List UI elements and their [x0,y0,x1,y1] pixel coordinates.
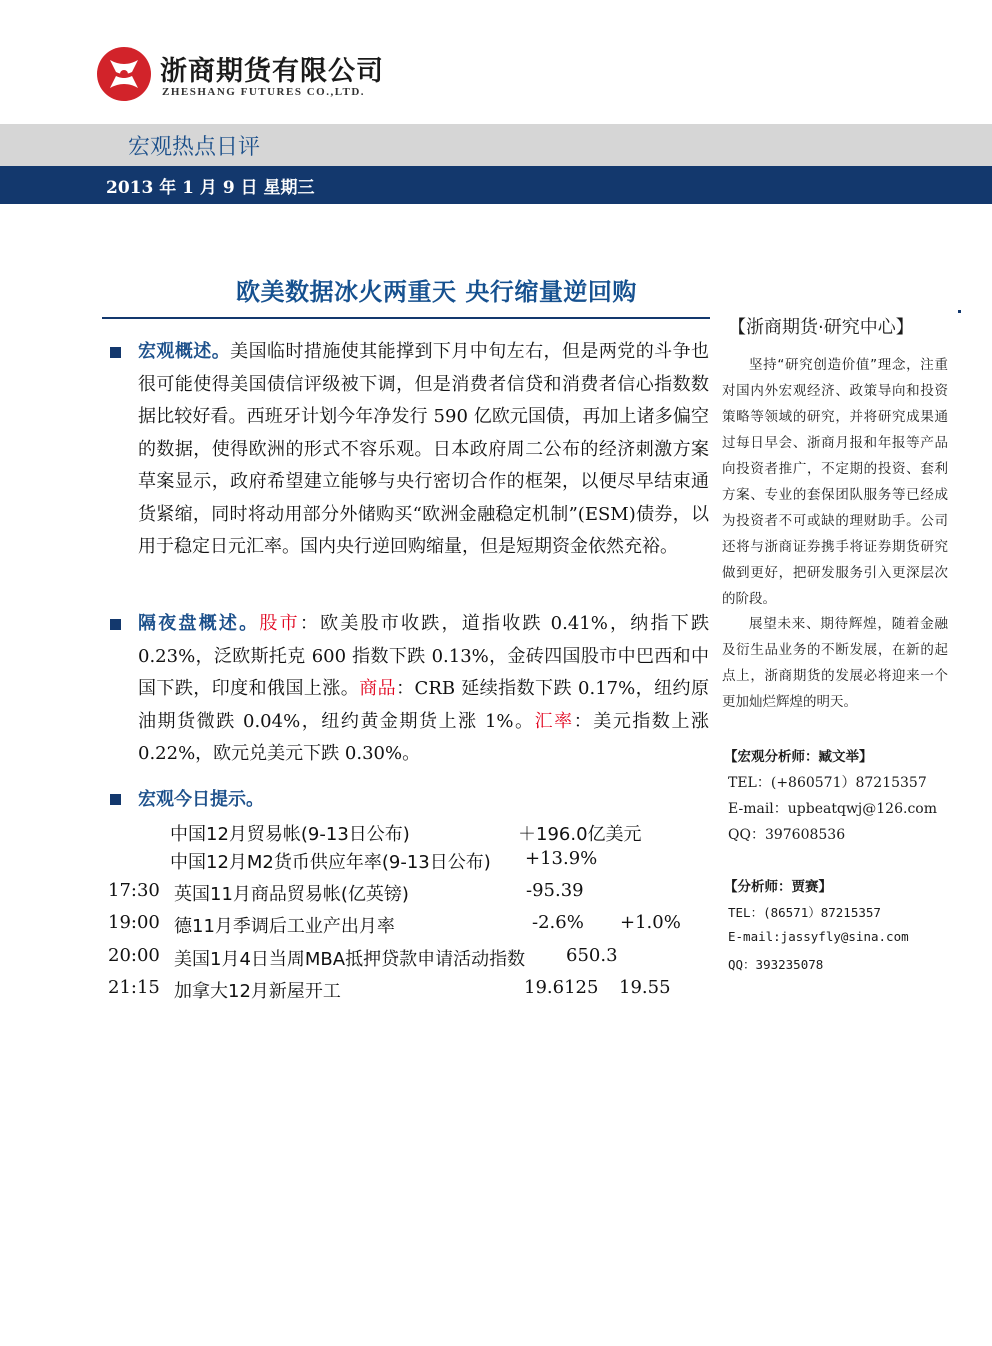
fx-text: ：美元指数上涨 0.22%，欧元兑美元下跌 0.30%。 [138,710,710,764]
calendar-event: 美国1月4日当周MBA抵押贷款申请活动指数 [174,949,526,970]
analyst1-qq: QQ：397608536 [728,827,846,843]
calendar-event: 英国11月商品贸易帐(亿英镑) [174,884,409,905]
calendar-event: 加拿大12月新屋开工 [174,981,341,1002]
calendar-event: 德11月季调后工业产出月率 [174,916,395,937]
stock-text: ：欧美股市收跌，道指收跌 0.41%，纳指下跌 0.23%，泛欧斯托克 600 指数下跌 0.13%，金砖四国股市中巴西和中国下跌，印度和俄国上涨。 [138,613,709,699]
fx-label: 汇率 [534,710,574,732]
macro-overview-title: 宏观概述。 [138,341,231,362]
square-bullet-icon [110,619,121,630]
calendar-forecast: +1.0% [620,912,681,933]
company-logo [96,46,152,102]
analyst2-tel: TEL：(86571）87215357 [728,905,881,920]
calendar-previous: -95.39 [526,880,584,901]
company-name-cn: 浙商期货有限公司 [160,56,384,87]
calendar-event: 中国12月贸易帐(9-13日公布) [170,824,410,845]
stock-label: 股市 [259,613,300,634]
calendar-forecast: 19.55 [619,977,671,998]
analyst1-title: 【宏观分析师：臧文举】 [724,749,873,765]
analyst2-email[interactable]: E-mail:jassyfly@sina.com [728,929,909,944]
overnight-title: 隔夜盘概述。 [138,613,260,634]
calendar-time: 17:30 [108,880,160,901]
macro-overview-text: 美国临时措施使其能撑到下月中旬左右，但是两党的斗争也很可能使得美国债信评级被下调，但是消费者信贷和消费者信心指数数据比较好看。西班牙计划今年净发行 590 亿欧元国债，再加上诸多偏空的数据，使得欧洲的形式不容乐观。日本政府周二公布的经济刺激方案草案显示，政府希望建立能够与央行密切合作的框架，以便尽早结束通货紧缩，同时将动用部分外储购买“欧洲金融稳定机制”(ESM)债券，以用于稳定日元汇率。国内央行逆回购缩量，但是短期资金依然充裕。 [138,341,710,557]
analyst1-tel: TEL：(+860571）87215357 [728,775,927,791]
sidebar-title: 【浙商期货·研究中心】 [728,317,914,338]
calendar-previous: 650.3 [566,945,618,966]
calendar-forecast: +13.9% [525,848,598,869]
square-bullet-icon [110,347,121,358]
headline: 欧美数据冰火两重天 央行缩量逆回购 [236,278,637,306]
macro-overview [138,336,709,564]
decorative-dot [958,310,961,313]
sidebar-outlook: 展望未来、期待辉煌，随着金融及衍生品业务的不断发展，在新的起点上，浙商期货的发展必将迎来一个更加灿烂辉煌的明天。 [722,616,948,710]
analyst2-title: 【分析师：贾赛】 [724,879,832,895]
commodity-label: 商品 [359,678,397,699]
calendar-forecast: ＋196.0亿美元 [518,824,642,845]
company-name-en: ZHESHANG FUTURES CO.,LTD. [162,86,366,98]
calendar-title: 宏观今日提示。 [138,789,264,810]
report-date: 2013 年 1 月 9 日 星期三 [106,178,315,198]
calendar-time: 19:00 [108,912,160,933]
calendar-previous: -2.6% [532,912,584,933]
calendar-time: 21:15 [108,977,160,998]
analyst1-email[interactable]: E-mail：upbeatqwj@126.com [728,801,937,817]
calendar-event: 中国12月M2货币供应年率(9-13日公布) [170,852,491,873]
analyst2-qq: QQ：393235078 [728,957,824,972]
square-bullet-icon [110,794,121,805]
calendar-time: 20:00 [108,945,160,966]
sidebar-intro: 坚持“研究创造价值”理念，注重对国内外宏观经济、政策导向和投资策略等领域的研究，并将研究成果通过每日早会、浙商月报和年报等产品向投资者推广，不定期的投资、套利方案、专业的套保团队服务等已经成为投资者不可或缺的理财助手。公司还将与浙商证券携手将证券期货研究做到更好，把研发服务引入更深层次的阶段。 [722,357,948,607]
report-type: 宏观热点日评 [128,135,261,160]
commodity-text: ：CRB 延续指数下跌 0.17%，纽约原油期货微跌 0.04%，纽约黄金期货上涨 1%。 [138,678,709,732]
calendar-previous: 19.6125 [524,977,599,998]
overnight-overview [138,608,709,771]
headline-divider [102,317,710,319]
